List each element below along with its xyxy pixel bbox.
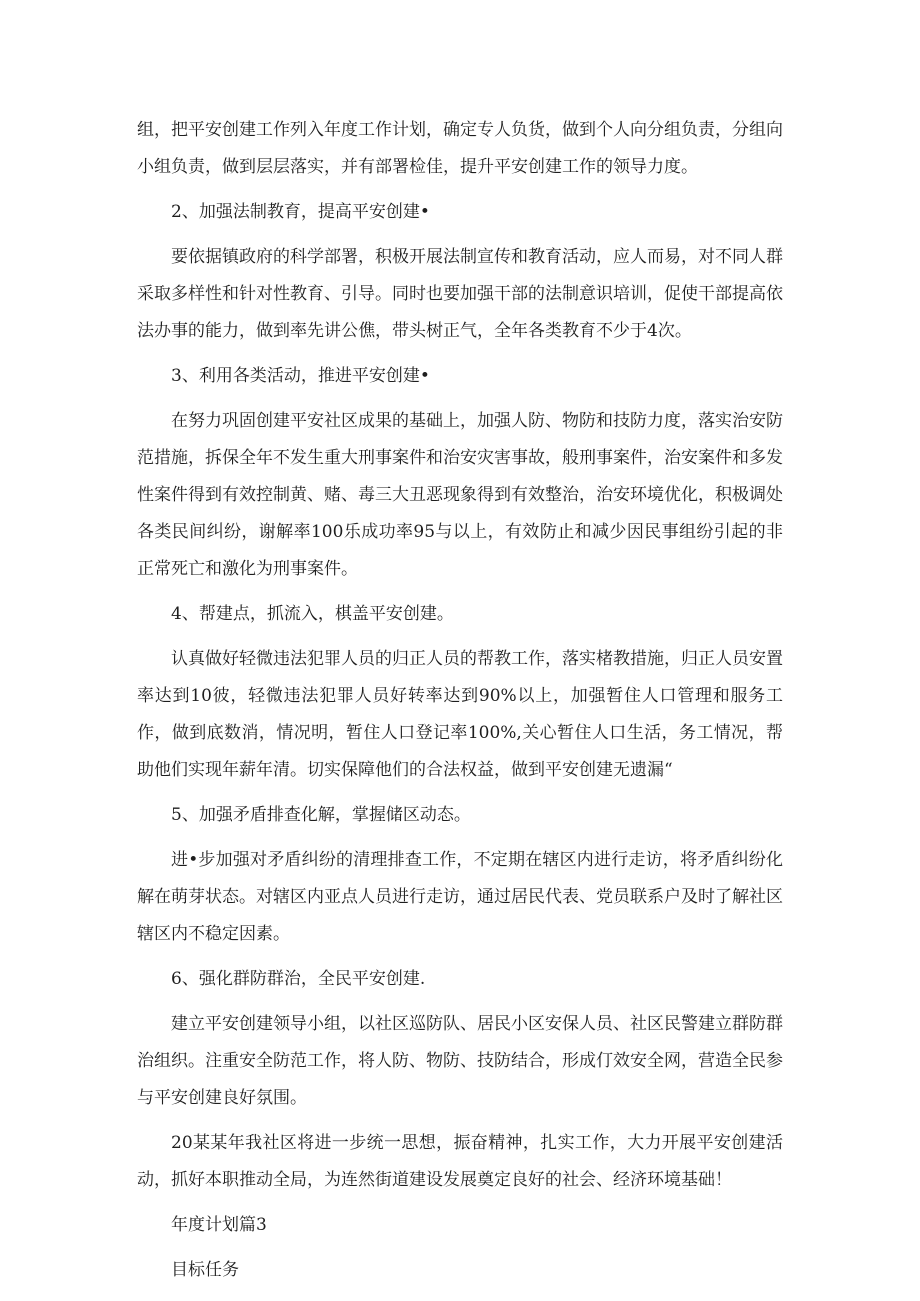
section-heading-5: 5、加强矛盾排查化解，掌握储区动态。 [171,805,471,825]
paragraph-dispute-resolution: 进•步加强对矛盾纠纷的清理排查工作，不定期在辖区内进行走访，将矛盾纠纷化解在萌芽状态。对辖区内亚点人员进行走访，通过居民代表、党员联系户及时了解社区辖区内不稳定因素。 [137,850,783,944]
paragraph-legal-education: 要依据镇政府的科学部署，积极开展法制宣传和教育活动，应人而易，对不同人群采取多样性和针对性教育、引导。同时也要加强干部的法制意识培训，促使干部提高依法办事的能力，做到率先讲公僬，带头树正气，全年各类教育不少于4次。 [137,247,783,341]
paragraph-activities: 在努力巩固创建平安社区成果的基础上，加强人防、物防和技防力度，落实治安防范措施，拆保全年不发生重大刑事案件和治安灾害事故，般刑事案件，治安案件和多发性案件得到有效控制黄、赌、毒三大丑恶现象得到有效整治，治安环境优化，积极调处各类民间纠纷，谢解率100乐成功率95与以上，有效防止和减少因民事组纷引起的非正常死亡和激化为刑事案件。 [137,411,783,579]
paragraph-group-defense: 建立平安创建领导小组，以社区巡防队、居民小区安保人员、社区民警建立群防群治组织。注重安全防范工作，将人防、物防、技防结合，形成仃效安全网，营造全民参与平安创建良好氛围。 [137,1014,783,1108]
plan-title: 年度计划篇3 [171,1215,267,1235]
section-heading-2: 2、加强法制教育，提高平安创建• [171,202,430,222]
section-heading-6: 6、强化群防群治，全民平安创建. [171,969,426,989]
paragraph-continuation: 组，把平安创建工作列入年度工作计划，确定专人负货，做到个人向分组负责，分组向小组负责，做到层层落实，并有部署检佳，提升平安创建工作的领导力度。 [137,120,783,177]
document-body [137,112,783,1297]
paragraph-conclusion: 20某某年我社区将进一步统一思想，振奋精神，扎实工作，大力开展平安创建活动，抓好本职推动全局，为连然街道建设发展奠定良好的社会、经济环境基础！ [137,1133,783,1190]
paragraph-rehabilitation: 认真做好轻微违法犯罪人员的归正人员的帮教工作，落实楮教措施，归正人员安置率达到10彼，轻微违法犯罪人员好转率达到90%以上，加强暂住人口管理和服务工作，做到底数消，情况明，暂住人口登记率100%,关心暂住人口生活，务工情况，帮助他们实现年薪年清。切实保障他们的合法权益，做到平安创建无遗漏“ [137,649,783,780]
target-tasks-heading: 目标任务 [171,1260,239,1280]
section-heading-4: 4、帮建点，抓流入，棋盖平安创建。 [171,604,454,624]
section-heading-3: 3、利用各类活动，推进平安创建• [171,366,430,386]
